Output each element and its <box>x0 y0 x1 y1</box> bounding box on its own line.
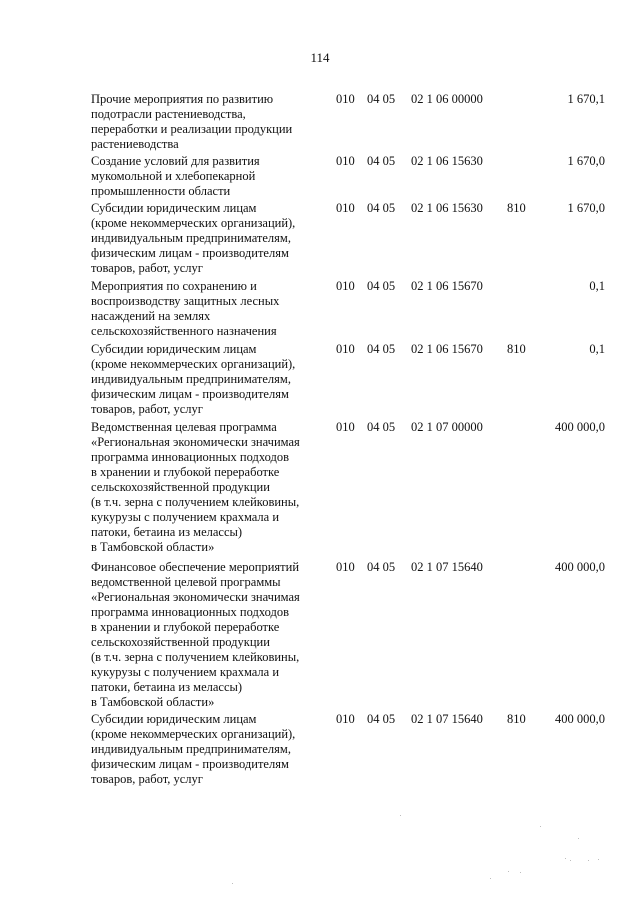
table-row <box>0 92 640 151</box>
scan-speck <box>508 871 509 872</box>
row-vr: 810 <box>507 342 526 356</box>
scan-speck <box>232 883 233 884</box>
scan-speck <box>520 872 521 873</box>
row-rz-pr: 04 05 <box>367 154 396 168</box>
row-description: Создание условий для развития мукомольной и хлебопекарной промышленности области <box>91 154 260 198</box>
row-ved: 010 <box>336 154 355 168</box>
scan-speck <box>570 860 571 861</box>
scan-speck <box>490 878 491 879</box>
row-ved: 010 <box>336 342 355 356</box>
scan-speck <box>540 826 541 827</box>
row-csr: 02 1 06 15630 <box>411 154 483 168</box>
row-sum: 0,1 <box>589 279 605 293</box>
row-rz-pr: 04 05 <box>367 342 396 356</box>
row-ved: 010 <box>336 92 355 106</box>
row-ved: 010 <box>336 201 355 215</box>
row-rz-pr: 04 05 <box>367 712 396 726</box>
scan-speck <box>588 860 589 861</box>
scan-speck <box>578 838 579 839</box>
table-row <box>0 712 640 786</box>
table-row <box>0 201 640 275</box>
row-sum: 400 000,0 <box>555 560 605 574</box>
row-description: Прочие мероприятия по развитию подотрасли растениеводства, переработки и реализации продукции растениеводства <box>91 92 293 151</box>
row-description: Финансовое обеспечение мероприятий ведомственной целевой программы «Региональная экономически значимая программа инновационных подходов в хранении и глубокой переработке сельскохозяйственной продукции (в т.ч. зерна с получением клейковины, кукурузы с получением крахмала и патоки, бетаина из мелассы) в Тамбовской области» <box>91 560 300 709</box>
row-vr: 810 <box>507 201 526 215</box>
row-ved: 010 <box>336 420 355 434</box>
row-description: Субсидии юридическим лицам (кроме некоммерческих организаций), индивидуальным предпринимателям, физическим лицам - производителям товаров, работ, услуг <box>91 712 296 786</box>
row-description: Ведомственная целевая программа «Региональная экономически значимая программа инновационных подходов в хранении и глубокой переработке сельскохозяйственной продукции (в т.ч. зерна с получением клейковины, кукурузы с получением крахмала и патоки, бетаина из мелассы) в Тамбовской области» <box>91 420 300 554</box>
scan-speck <box>565 858 566 859</box>
table-row <box>0 420 640 554</box>
row-rz-pr: 04 05 <box>367 420 396 434</box>
table-row <box>0 154 640 198</box>
row-csr: 02 1 06 15670 <box>411 342 483 356</box>
table-row <box>0 342 640 416</box>
row-rz-pr: 04 05 <box>367 92 396 106</box>
row-csr: 02 1 06 15670 <box>411 279 483 293</box>
row-ved: 010 <box>336 279 355 293</box>
row-csr: 02 1 07 00000 <box>411 420 483 434</box>
row-ved: 010 <box>336 560 355 574</box>
scan-speck <box>598 859 599 860</box>
row-sum: 400 000,0 <box>555 420 605 434</box>
row-description: Мероприятия по сохранению и воспроизводству защитных лесных насаждений на землях сельскохозяйственного назначения <box>91 279 280 338</box>
row-sum: 1 670,0 <box>567 201 605 215</box>
row-rz-pr: 04 05 <box>367 201 396 215</box>
table-row <box>0 560 640 709</box>
scan-speck <box>400 815 401 816</box>
table-row <box>0 279 640 338</box>
row-sum: 1 670,1 <box>567 92 605 106</box>
row-csr: 02 1 06 15630 <box>411 201 483 215</box>
row-description: Субсидии юридическим лицам (кроме некоммерческих организаций), индивидуальным предпринимателям, физическим лицам - производителям товаров, работ, услуг <box>91 201 296 275</box>
row-rz-pr: 04 05 <box>367 560 396 574</box>
row-csr: 02 1 06 00000 <box>411 92 483 106</box>
row-sum: 400 000,0 <box>555 712 605 726</box>
row-csr: 02 1 07 15640 <box>411 712 483 726</box>
row-csr: 02 1 07 15640 <box>411 560 483 574</box>
row-description: Субсидии юридическим лицам (кроме некоммерческих организаций), индивидуальным предпринимателям, физическим лицам - производителям товаров, работ, услуг <box>91 342 296 416</box>
row-vr: 810 <box>507 712 526 726</box>
row-sum: 0,1 <box>589 342 605 356</box>
row-rz-pr: 04 05 <box>367 279 396 293</box>
row-ved: 010 <box>336 712 355 726</box>
page-number: 114 <box>310 50 330 65</box>
row-sum: 1 670,0 <box>567 154 605 168</box>
